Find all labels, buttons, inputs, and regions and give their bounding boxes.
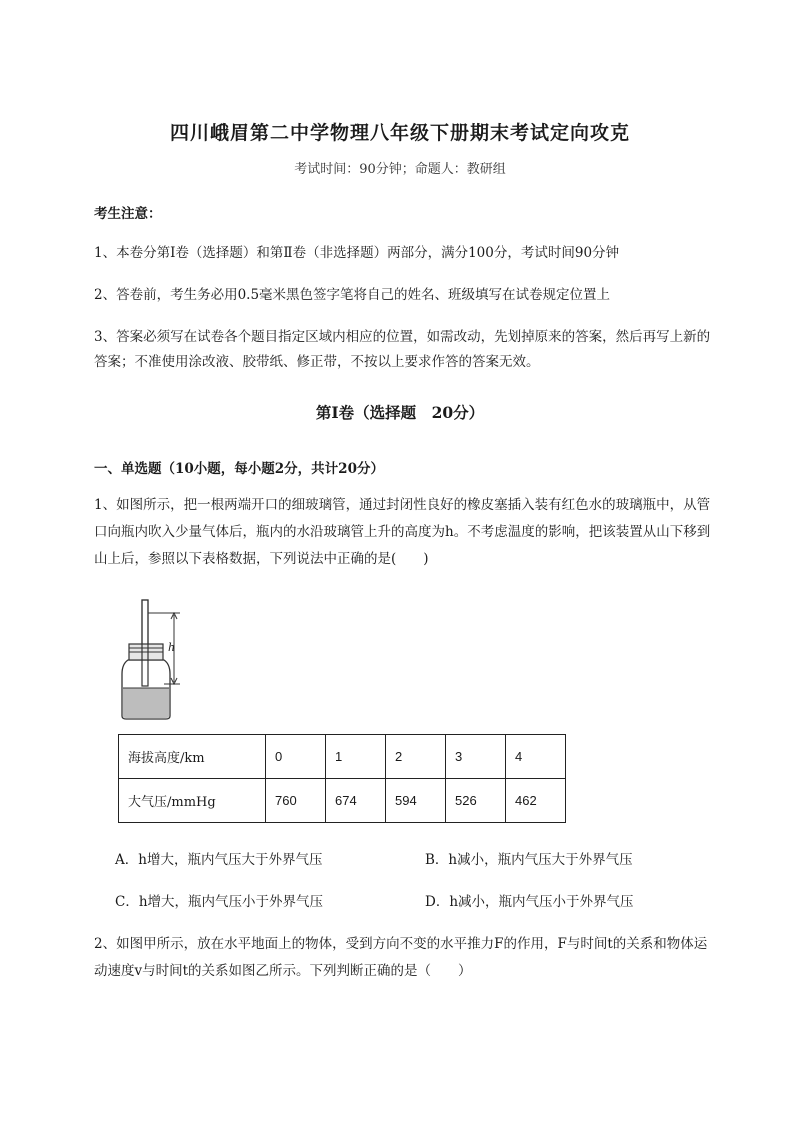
table-cell: 海拔高度/km — [119, 735, 266, 779]
question-2-text: 2、如图甲所示，放在水平地面上的物体，受到方向不变的水平推力F的作用，F与时间t的关系和物体运动速度v与时间t的关系如图乙所示。下列判断正确的是（ ） — [94, 936, 708, 979]
bottle-apparatus-figure — [118, 598, 208, 723]
notice-item-2: 2、答卷前，考生务必用0.5毫米黑色签字笔将自己的姓名、班级填写在试卷规定位置上 — [94, 287, 611, 303]
table-cell: 2 — [386, 735, 446, 779]
question-1-text: 1、如图所示，把一根两端开口的细玻璃管，通过封闭性良好的橡皮塞插入装有红色水的玻璃瓶中，从管口向瓶内吹入少量气体后，瓶内的水沿玻璃管上升的高度为h。不考虑温度的影响，把该装置从山下移到山上后，参照以下表格数据，下列说法中正确的是( ) — [94, 497, 711, 567]
option-b[interactable]: B．h减小，瓶内气压大于外界气压 — [425, 852, 633, 868]
option-c[interactable]: C．h增大，瓶内气压小于外界气压 — [115, 894, 324, 910]
option-d[interactable]: D．h减小，瓶内气压小于外界气压 — [425, 894, 634, 910]
table-cell: 0 — [266, 735, 326, 779]
table-cell: 594 — [386, 779, 446, 823]
section-subtitle: 一、单选题（10小题，每小题2分，共计20分） — [94, 461, 384, 477]
table-cell: 760 — [266, 779, 326, 823]
notice-heading: 考生注意： — [94, 206, 162, 222]
section-title: 第I卷（选择题 20分） — [315, 403, 485, 422]
option-a[interactable]: A．h增大，瓶内气压大于外界气压 — [115, 852, 323, 868]
altitude-pressure-table — [118, 734, 566, 823]
exam-info: 考试时间：90分钟；命题人：教研组 — [294, 162, 506, 177]
table-cell: 1 — [326, 735, 386, 779]
page-title: 四川峨眉第二中学物理八年级下册期末考试定向攻克 — [169, 122, 630, 144]
table-cell: 大气压/mmHg — [119, 779, 266, 823]
table-cell: 526 — [446, 779, 506, 823]
table-row — [119, 735, 566, 779]
notice-item-1: 1、本卷分第I卷（选择题）和第Ⅱ卷（非选择题）两部分，满分100分，考试时间90分钟 — [94, 245, 620, 261]
table-cell: 4 — [506, 735, 566, 779]
table-cell: 674 — [326, 779, 386, 823]
table-cell: 3 — [446, 735, 506, 779]
table-row — [119, 779, 566, 823]
height-label: h — [168, 641, 176, 654]
table-cell: 462 — [506, 779, 566, 823]
notice-item-3: 3、答案必须写在试卷各个题目指定区域内相应的位置，如需改动，先划掉原来的答案，然后再写上新的答案；不准使用涂改液、胶带纸、修正带，不按以上要求作答的答案无效。 — [94, 329, 711, 370]
